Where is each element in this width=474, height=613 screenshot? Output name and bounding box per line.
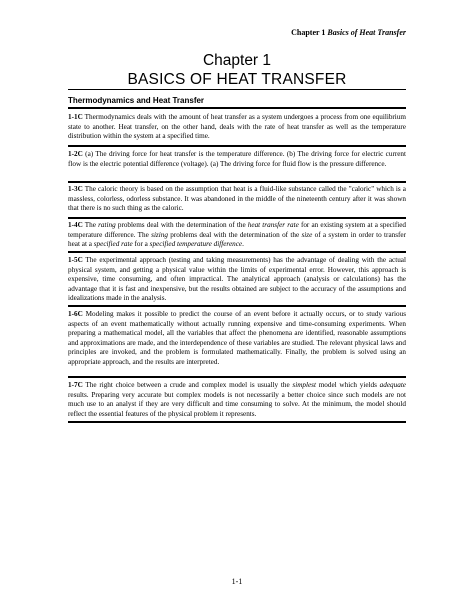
running-head-title: Basics of Heat Transfer bbox=[327, 28, 406, 37]
problem-rule bbox=[68, 376, 406, 378]
problem-rule bbox=[68, 421, 406, 423]
problem-rule bbox=[68, 305, 406, 307]
emphasis-text: adequate bbox=[379, 381, 407, 389]
emphasis-text: heat transfer rate bbox=[247, 221, 299, 229]
problem-id: 1-6C bbox=[68, 310, 83, 318]
problem-text bbox=[68, 113, 406, 140]
problem-id: 1-3C bbox=[68, 185, 83, 193]
problem-id: 1-1C bbox=[68, 113, 83, 121]
problem-id: 1-2C bbox=[68, 150, 83, 158]
problem-text bbox=[68, 221, 406, 248]
body-text: for a bbox=[132, 240, 150, 248]
emphasis-text: simplest bbox=[292, 381, 316, 389]
page-number: 1-1 bbox=[231, 577, 243, 586]
problem-text bbox=[68, 185, 406, 212]
problem-rule bbox=[68, 145, 406, 147]
body-text: The experimental approach (testing and taking measurements) has the advantage of dealing with the actual physical system, and getting a physical value within the limits of experimental error. However, this approach is expensive, time consuming, and often impractical. The analytical approach (analysis or calculations) has the advantage that it is fast and inexpensive, but the results obtained are subject to the accuracy of the assumptions and idealizations made in the analysis. bbox=[68, 256, 406, 302]
emphasis-text: specified rate bbox=[93, 240, 133, 248]
body-text: Modeling makes it possible to predict the course of an event before it actually occurs, or to study various aspects of an event mathematically without actually running expensive and time-consuming experiments. When preparing a mathematical model, all the variables that affect the phenomena are identified, reasonable assumptions and approximations are made, and the interdependence of these variables are studied. The relevant physical laws and principles are invoked, and the problem is formulated mathematically. Finally, the problem is solved using an appropriate approach, and the results are interpreted. bbox=[68, 310, 406, 366]
body-text: The bbox=[84, 221, 99, 229]
problem-text bbox=[68, 256, 406, 302]
problem-rule bbox=[68, 181, 406, 183]
body-text: results. Preparing very accurate but complex models is not necessarily a better choice since such models are not much use to an analyst if they are very difficult and time consuming to solve. At the minimum, the model should reflect the essential features of the physical problem it represents. bbox=[68, 390, 406, 418]
body-text: The right choice between a crude and complex model is usually the bbox=[85, 381, 293, 389]
problem-text bbox=[68, 310, 406, 366]
body-text: of a system in order to transfer heat at a bbox=[68, 230, 406, 248]
running-head bbox=[291, 28, 406, 37]
problem-1-6c bbox=[68, 310, 406, 367]
emphasis-text: size bbox=[301, 230, 313, 239]
problem-id: 1-4C bbox=[68, 221, 83, 229]
body-text: problems deal with the determination of the bbox=[167, 230, 302, 239]
body-text: The caloric theory is based on the assumption that heat is a fluid-like substance called the "caloric" which is a massless, colorless, odorless substance. It was abandoned in the middle of the nineteenth century after it was shown that there is no such thing as the caloric. bbox=[68, 185, 406, 212]
body-text: (a) The driving force for heat transfer is the temperature difference. (b) The driving force for electric current flow is the electric potential difference (voltage). (a) The driving force for fluid flow is the pressure difference. bbox=[68, 150, 407, 168]
chapter-title: BASICS OF HEAT TRANSFER bbox=[127, 71, 347, 88]
problem-text bbox=[68, 150, 406, 168]
body-text: problems deal with the determination of the bbox=[115, 221, 248, 229]
body-text: model which yields bbox=[315, 381, 380, 389]
emphasis-text: sizing bbox=[151, 230, 168, 239]
chapter-number: Chapter 1 bbox=[202, 52, 272, 69]
problem-1-2c bbox=[68, 150, 406, 169]
problem-rule bbox=[68, 107, 406, 109]
emphasis-text: specified temperature difference bbox=[149, 240, 243, 248]
body-text: for an existing system at a specified temperature difference. The bbox=[68, 221, 406, 239]
problem-rule bbox=[68, 217, 406, 219]
problem-1-3c bbox=[68, 185, 406, 214]
problem-id: 1-7C bbox=[68, 381, 83, 389]
problem-1-1c bbox=[68, 113, 406, 142]
problem-rule bbox=[68, 251, 406, 253]
problem-id: 1-5C bbox=[68, 256, 83, 264]
problem-1-4c bbox=[68, 221, 406, 250]
problem-1-7c bbox=[68, 381, 406, 419]
section-title: Thermodynamics and Heat Transfer bbox=[68, 96, 205, 105]
problem-text bbox=[68, 381, 406, 418]
body-text: . bbox=[242, 240, 244, 248]
section-rule-top bbox=[68, 89, 406, 90]
body-text: Thermodynamics deals with the amount of heat transfer as a system undergoes a process from one equilibrium state to another. Heat transfer, on the other hand, deals with the rate of heat transfer as well as the temperature distribution within the system at a specified time. bbox=[68, 113, 406, 140]
emphasis-text: rating bbox=[98, 221, 116, 229]
running-head-chapter: Chapter 1 bbox=[291, 28, 326, 37]
problem-1-5c bbox=[68, 256, 406, 304]
